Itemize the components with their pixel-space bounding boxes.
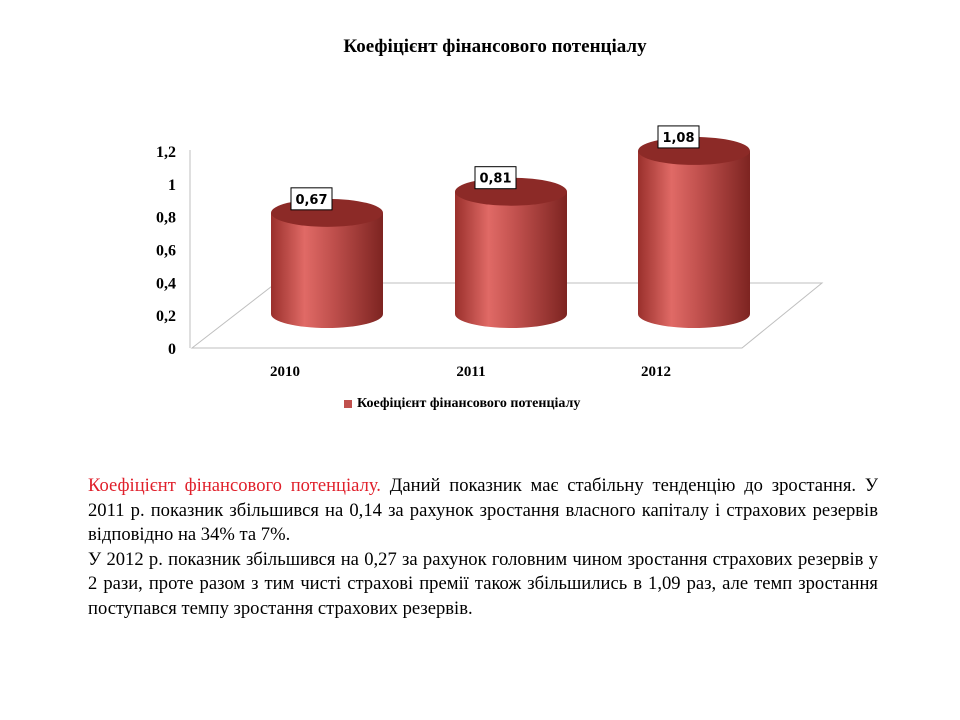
bar-body xyxy=(455,192,567,328)
bar-body xyxy=(638,151,750,328)
x-tick-label: 2010 xyxy=(270,364,300,380)
bar-2012 xyxy=(638,126,750,328)
x-axis xyxy=(270,364,671,380)
description-paragraph-1 xyxy=(88,474,878,548)
bar-series xyxy=(271,126,750,328)
legend-label: Коефіцієнт фінансового потенціалу xyxy=(357,396,581,411)
y-tick-label: 0,8 xyxy=(156,209,176,227)
data-label: 1,08 xyxy=(662,130,695,146)
legend-swatch xyxy=(344,400,352,408)
y-tick-label: 0,4 xyxy=(156,275,176,293)
description-paragraph-2: У 2012 р. показник збільшився на 0,27 за рахунок головним чином зростання страхових резервів у 2 рази, проте разом з тим чисті страхові премії також збільшились в 1,09 раз, але темп зростання поступався темпу зростання страхових резервів. xyxy=(88,548,878,619)
y-tick-label: 1,2 xyxy=(156,144,176,161)
x-tick-label: 2011 xyxy=(456,364,486,380)
description-text xyxy=(88,474,878,622)
y-tick-label: 1 xyxy=(168,176,176,194)
y-tick-label: 0 xyxy=(168,341,176,358)
data-label: 0,67 xyxy=(295,192,328,208)
data-label: 0,81 xyxy=(479,171,512,187)
y-tick-label: 0,6 xyxy=(156,242,176,260)
bar-2010 xyxy=(271,188,383,328)
chart-title: Коефіцієнт фінансового потенціалу xyxy=(343,36,647,57)
description-highlight: Коефіцієнт фінансового потенціалу. xyxy=(88,475,381,496)
y-tick-label: 0,2 xyxy=(156,308,176,326)
description-p1-rest: Даний показник має стабільну тенденцію до зростання. У 2011 р. показник збільшився на 0,14 за рахунок зростання власного капіталу і страхових резервів відповідно на 34% та 7%. xyxy=(88,475,879,546)
bar-body xyxy=(271,213,383,328)
chart-legend xyxy=(344,396,580,412)
bar-2011 xyxy=(455,167,567,328)
x-tick-label: 2012 xyxy=(641,364,671,380)
y-axis xyxy=(156,144,176,358)
